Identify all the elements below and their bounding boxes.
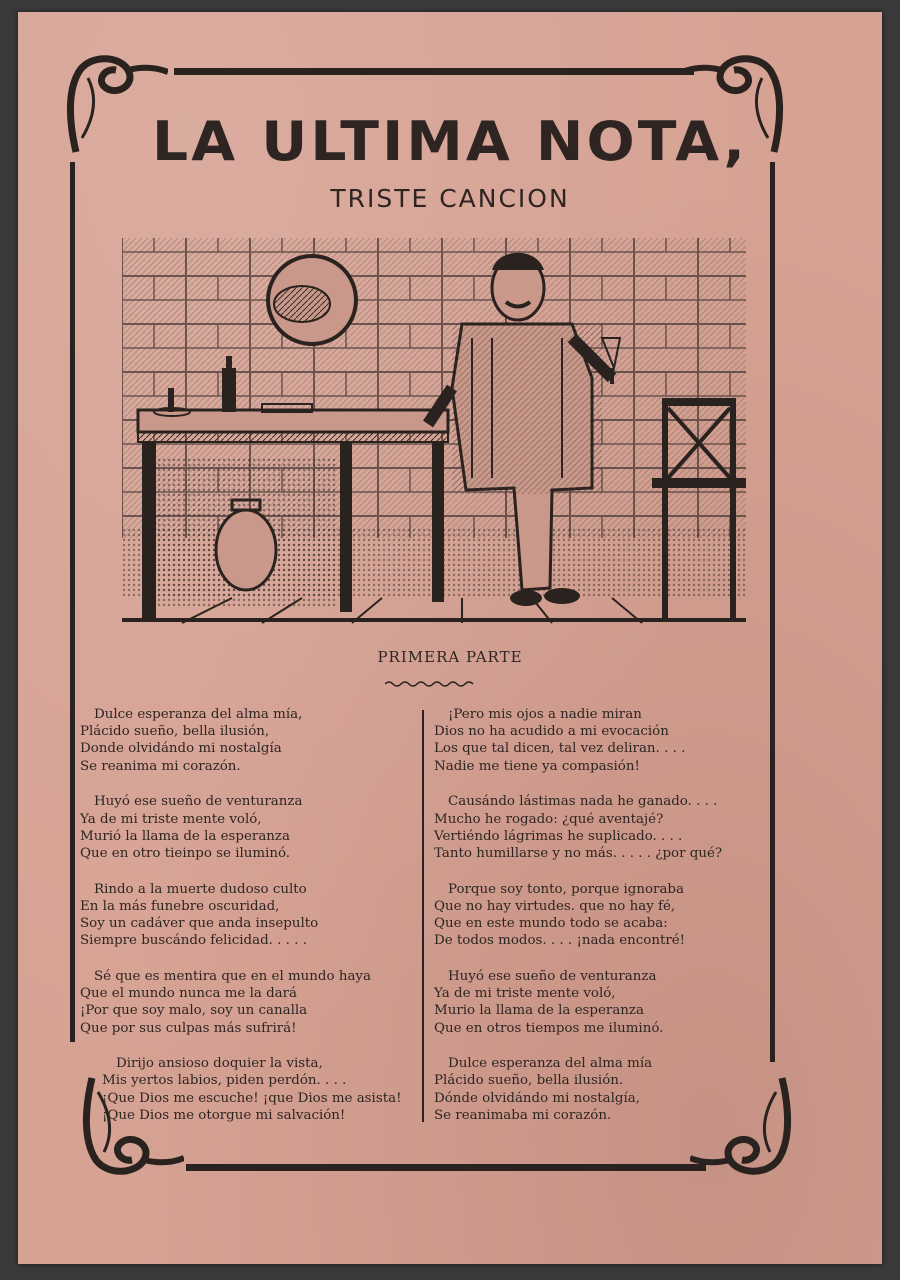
verse-line: Se reanimaba mi corazón. <box>434 1107 612 1123</box>
verse-line: Rindo a la muerte dudoso culto <box>94 881 307 897</box>
verse-line: Plácido sueño, bella ilusión, <box>80 724 270 740</box>
page-subtitle: TRISTE CANCION <box>330 184 570 213</box>
verse-line: Huyó ese sueño de venturanza <box>448 968 657 984</box>
stanza <box>434 793 784 862</box>
stanza <box>80 968 430 1037</box>
woodcut-man-with-glass-icon <box>122 228 746 628</box>
stanza <box>434 968 784 1037</box>
verse-line: ¡Pero mis ojos a nadie miran <box>448 707 642 722</box>
verse-line: Que no hay virtudes. que no hay fé, <box>434 898 676 914</box>
verse-line: En la más funebre oscuridad, <box>80 898 280 914</box>
verse-line: Siempre buscándo felicidad. . . . . <box>80 933 307 949</box>
verse-line: Dónde olvidándo mi nostalgía, <box>434 1090 640 1106</box>
verse-line: Se reanima mi corazón. <box>80 758 241 774</box>
verse-line: Porque soy tonto, porque ignoraba <box>448 881 684 897</box>
stanza <box>434 881 784 950</box>
verse-line: Mis yertos labios, piden perdón. . . . <box>102 1073 347 1089</box>
verse-line: ¡Que Dios me otorgue mi salvación! <box>102 1107 346 1123</box>
verse-line: Nadie me tiene ya compasión! <box>434 758 640 774</box>
wavy-rule-icon <box>385 680 475 688</box>
verse-line: Que por sus culpas más sufrirá! <box>80 1020 297 1036</box>
stanza <box>434 1055 784 1124</box>
stanza <box>80 1055 430 1124</box>
verse-line: Que en este mundo todo se acaba: <box>434 916 668 932</box>
verse-line: ¡Que Dios me escuche! ¡que Dios me asista! <box>102 1090 402 1106</box>
verse-line: Dios no ha acudido a mi evocación <box>434 724 669 740</box>
verse-line: Dulce esperanza del alma mía, <box>94 707 303 722</box>
frame-left-rule <box>70 162 75 1042</box>
verse-line: Huyó ese sueño de venturanza <box>94 794 303 810</box>
verse-line: Sé que es mentira que en el mundo haya <box>94 968 371 984</box>
right-verse-column <box>434 706 784 1143</box>
section-heading: PRIMERA PARTE <box>377 648 523 666</box>
verse-line: Que en otro tieinpo se iluminó. <box>80 845 291 861</box>
verse-line: Donde olvidándo mi nostalgía <box>80 741 282 757</box>
verse-line: Murió la llama de la esperanza <box>80 828 290 844</box>
verse-line: Tanto humillarse y no más. . . . . ¿por qué? <box>434 845 723 861</box>
verse-line: Dulce esperanza del alma mía <box>448 1056 653 1072</box>
verse-line: Mucho he rogado: ¿qué aventajé? <box>434 811 664 827</box>
verse-line: Ya de mi triste mente voló, <box>80 811 262 827</box>
stanza <box>80 793 430 862</box>
verse-line: Que en otros tiempos me iluminó. <box>434 1020 664 1036</box>
frame-bottom-rule <box>186 1164 706 1171</box>
verse-line: Que el mundo nunca me la dará <box>80 986 298 1002</box>
stanza <box>434 706 784 775</box>
verse-line: Dirijo ansioso doquier la vista, <box>116 1056 323 1072</box>
page-title: LA ULTIMA NOTA, <box>151 110 749 173</box>
verse-line: Soy un cadáver que anda insepulto <box>80 916 319 932</box>
frame-top-rule <box>174 68 694 75</box>
left-verse-column <box>80 706 430 1143</box>
column-divider <box>422 710 424 1122</box>
verse-line: De todos modos. . . . ¡nada encontré! <box>434 933 686 949</box>
verse-line: Plácido sueño, bella ilusión. <box>434 1073 624 1089</box>
verse-line: Causándo lástimas nada he ganado. . . . <box>448 794 718 810</box>
verse-line: Vertiéndo lágrimas he suplicado. . . . <box>434 828 683 844</box>
verse-line: ¡Por que soy malo, soy un canalla <box>80 1003 308 1019</box>
stanza <box>80 881 430 950</box>
verse-line: Ya de mi triste mente voló, <box>434 986 616 1002</box>
stanza <box>80 706 430 775</box>
verse-line: Murio la llama de la esperanza <box>434 1003 644 1019</box>
broadside-sheet <box>18 12 882 1264</box>
verse-line: Los que tal dicen, tal vez deliran. . . . <box>434 741 686 757</box>
